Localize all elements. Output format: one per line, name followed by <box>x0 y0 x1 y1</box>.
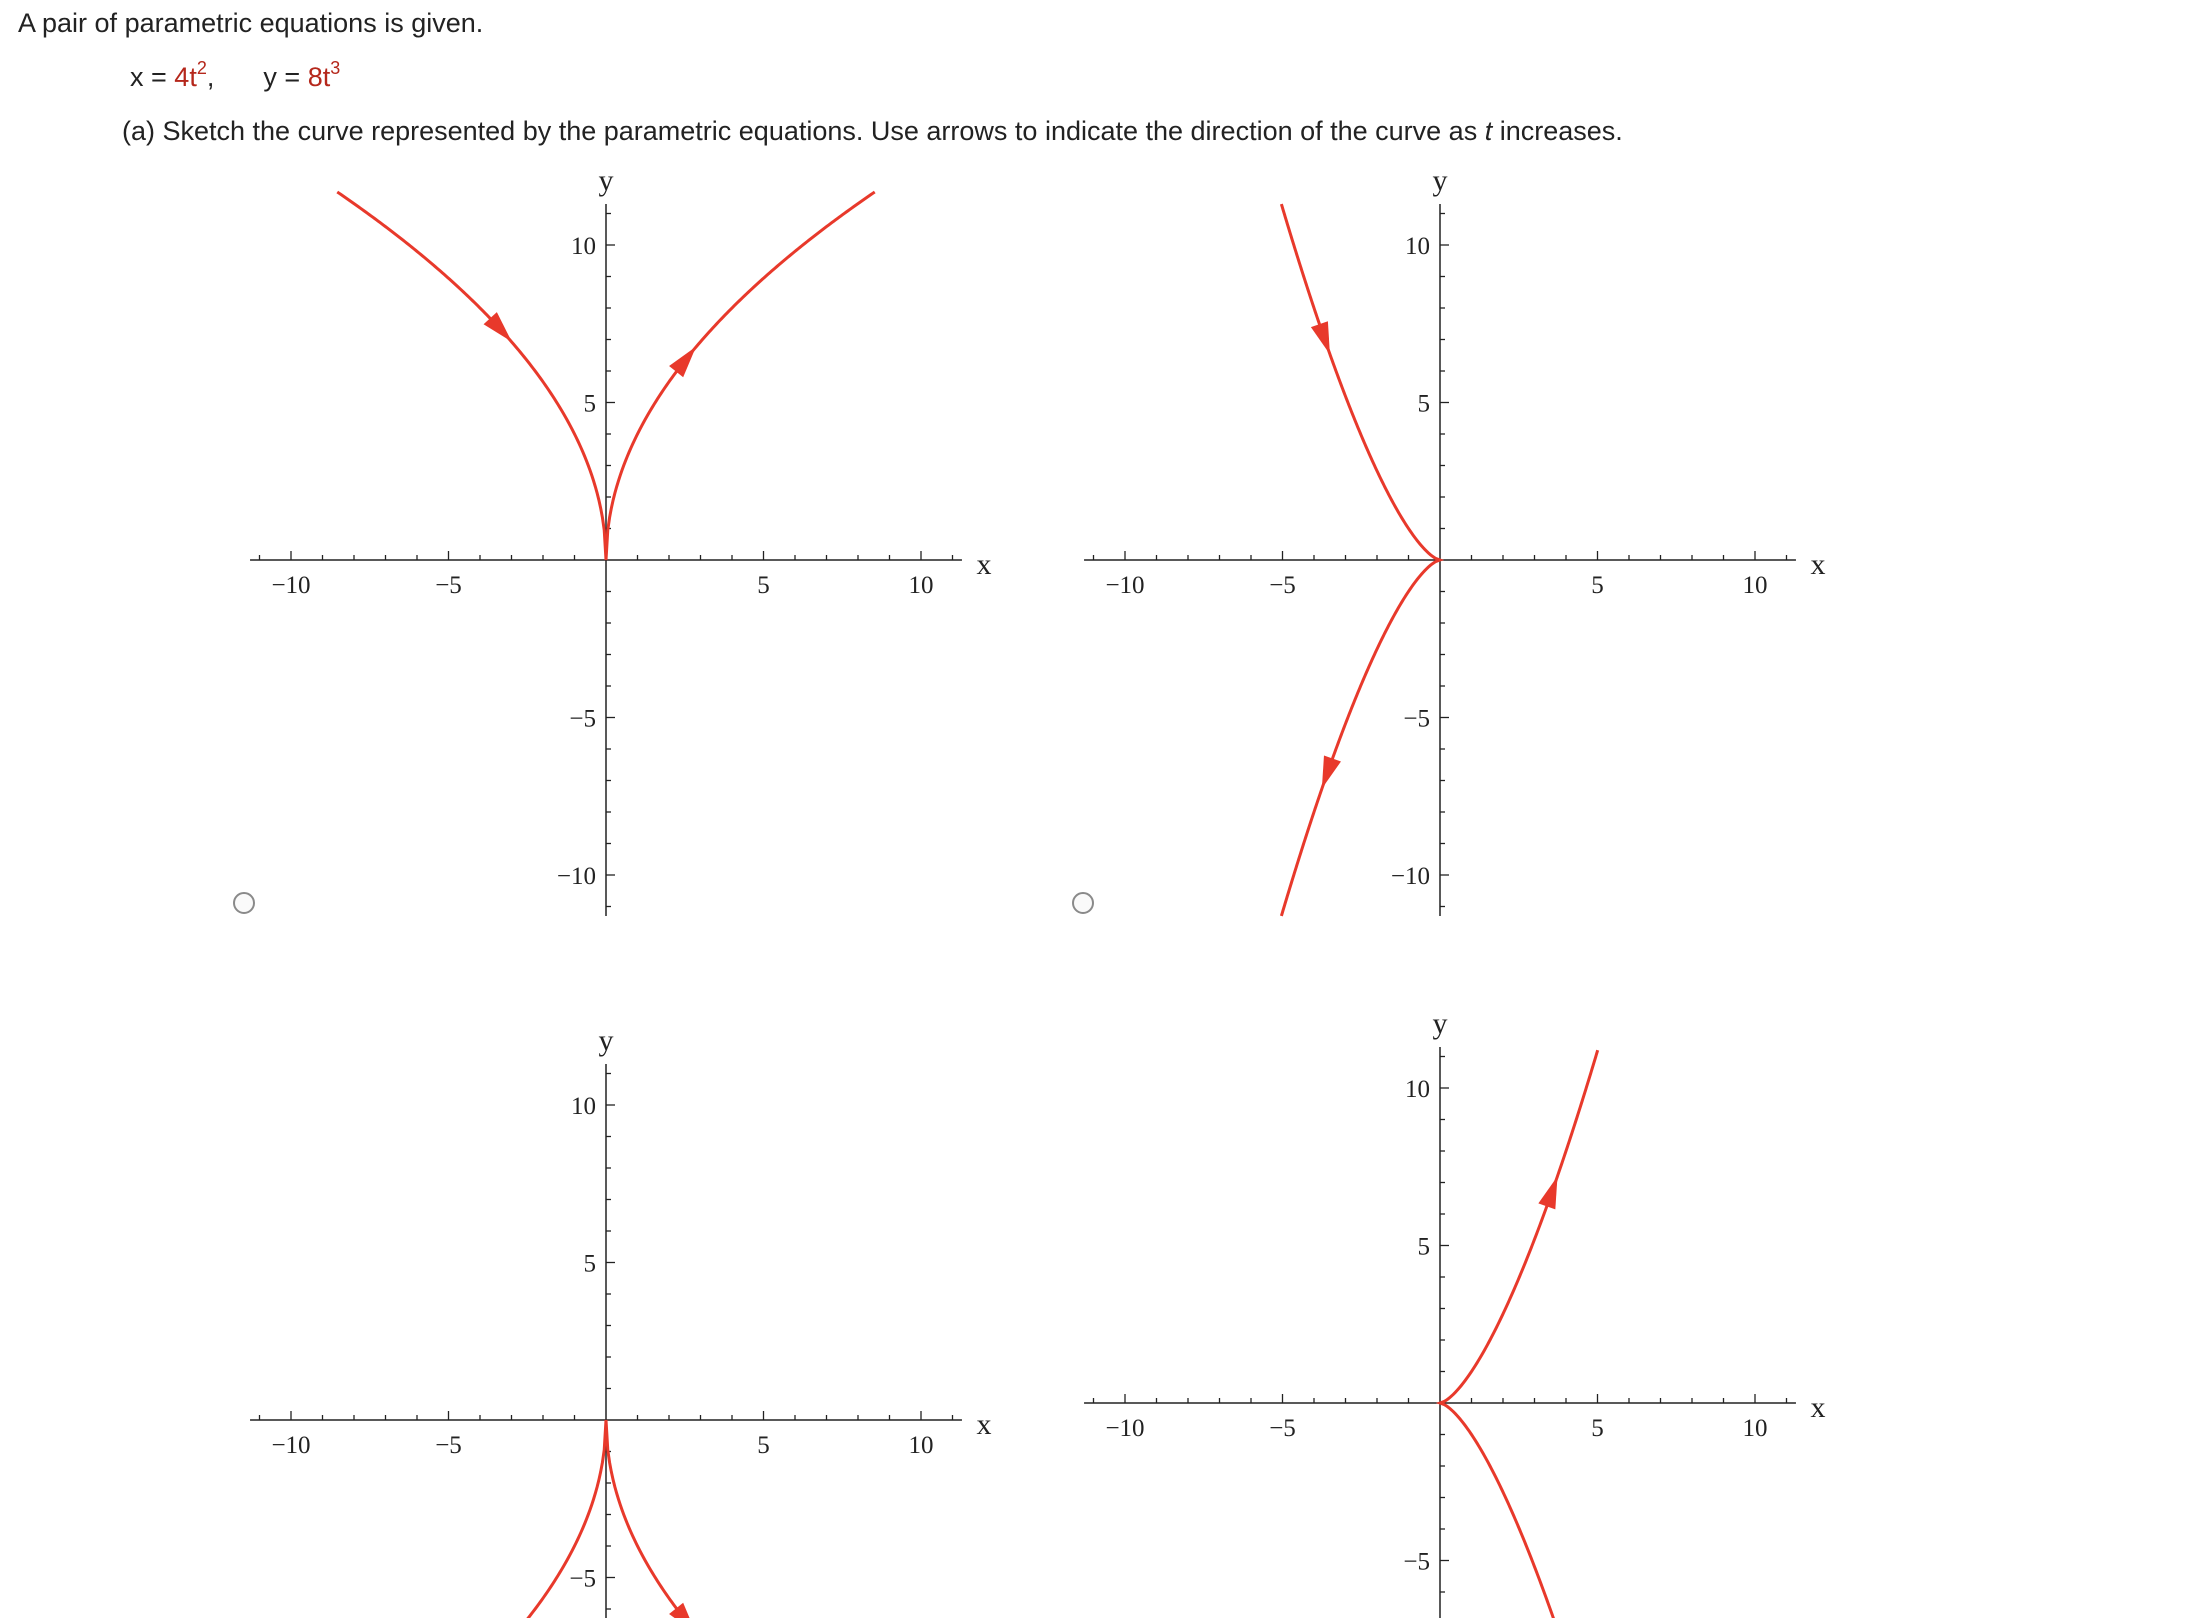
graph-bottom-left <box>250 1024 991 1618</box>
direction-arrow <box>1311 321 1330 354</box>
y-tick-label: −10 <box>1390 863 1430 890</box>
eq-y-exp: 3 <box>330 58 341 78</box>
y-tick-label: 5 <box>583 390 596 418</box>
part-a-text: (a) Sketch the curve represented by the parametric equations. Use arrows to indicate the direction of the curve as <box>122 116 1478 146</box>
eq-x-coef: 4t <box>174 62 197 92</box>
x-tick-label: −10 <box>271 572 311 599</box>
eq-y-label: y = <box>263 62 301 92</box>
curve <box>1440 1050 1598 1618</box>
eq-x-label: x = <box>130 62 167 92</box>
y-tick-label: 5 <box>583 1250 596 1278</box>
x-tick-label: 5 <box>1591 1415 1604 1442</box>
x-tick-label: −5 <box>435 1432 462 1459</box>
direction-arrow <box>1322 755 1341 788</box>
question-prompt: A pair of parametric equations is given. <box>18 8 484 38</box>
y-tick-label: −5 <box>569 705 596 733</box>
part-a-end: increases. <box>1499 116 1623 146</box>
x-tick-label: 5 <box>1591 572 1604 599</box>
x-axis-label: x <box>976 548 992 581</box>
y-tick-label: 10 <box>571 1093 596 1120</box>
x-tick-label: 5 <box>757 1432 770 1459</box>
x-tick-label: −10 <box>1105 1415 1145 1442</box>
y-tick-label: 5 <box>1417 1233 1430 1261</box>
x-tick-label: −10 <box>271 1432 311 1459</box>
x-axis-label: x <box>976 1408 992 1441</box>
x-tick-label: 10 <box>908 572 934 599</box>
x-tick-label: −10 <box>1105 572 1145 599</box>
graph-top-left <box>250 164 991 916</box>
eq-y-coef: 8t <box>307 62 331 92</box>
y-axis-label: y <box>598 164 614 198</box>
x-axis-label: x <box>1810 548 1826 581</box>
eq-x-exp: 2 <box>196 58 207 78</box>
y-tick-label: −5 <box>1403 1548 1430 1576</box>
y-tick-label: 10 <box>571 233 596 260</box>
graph-bottom-right <box>1084 1007 1825 1618</box>
y-axis-label: y <box>1432 164 1448 198</box>
y-tick-label: −10 <box>556 863 596 890</box>
graph-top-right <box>1084 164 1825 916</box>
y-axis-label: y <box>598 1024 614 1058</box>
eq-x-end: , <box>206 62 215 92</box>
x-tick-label: 10 <box>908 1432 934 1459</box>
x-tick-label: −5 <box>1269 572 1296 599</box>
y-tick-label: 5 <box>1417 390 1430 418</box>
x-tick-label: −5 <box>1269 1415 1296 1442</box>
x-tick-label: 5 <box>757 572 770 599</box>
x-tick-label: −5 <box>435 572 462 599</box>
direction-arrow <box>669 347 696 378</box>
x-tick-label: 10 <box>1742 572 1768 599</box>
y-tick-label: −5 <box>569 1565 596 1593</box>
direction-arrow <box>1538 1176 1557 1209</box>
x-axis-label: x <box>1810 1391 1826 1424</box>
y-tick-label: −5 <box>1403 705 1430 733</box>
y-axis-label: y <box>1432 1007 1448 1041</box>
x-tick-label: 10 <box>1742 1415 1768 1442</box>
y-tick-label: 10 <box>1405 1076 1430 1103</box>
part-a-var: t <box>1484 116 1493 146</box>
y-tick-label: 10 <box>1405 233 1430 260</box>
